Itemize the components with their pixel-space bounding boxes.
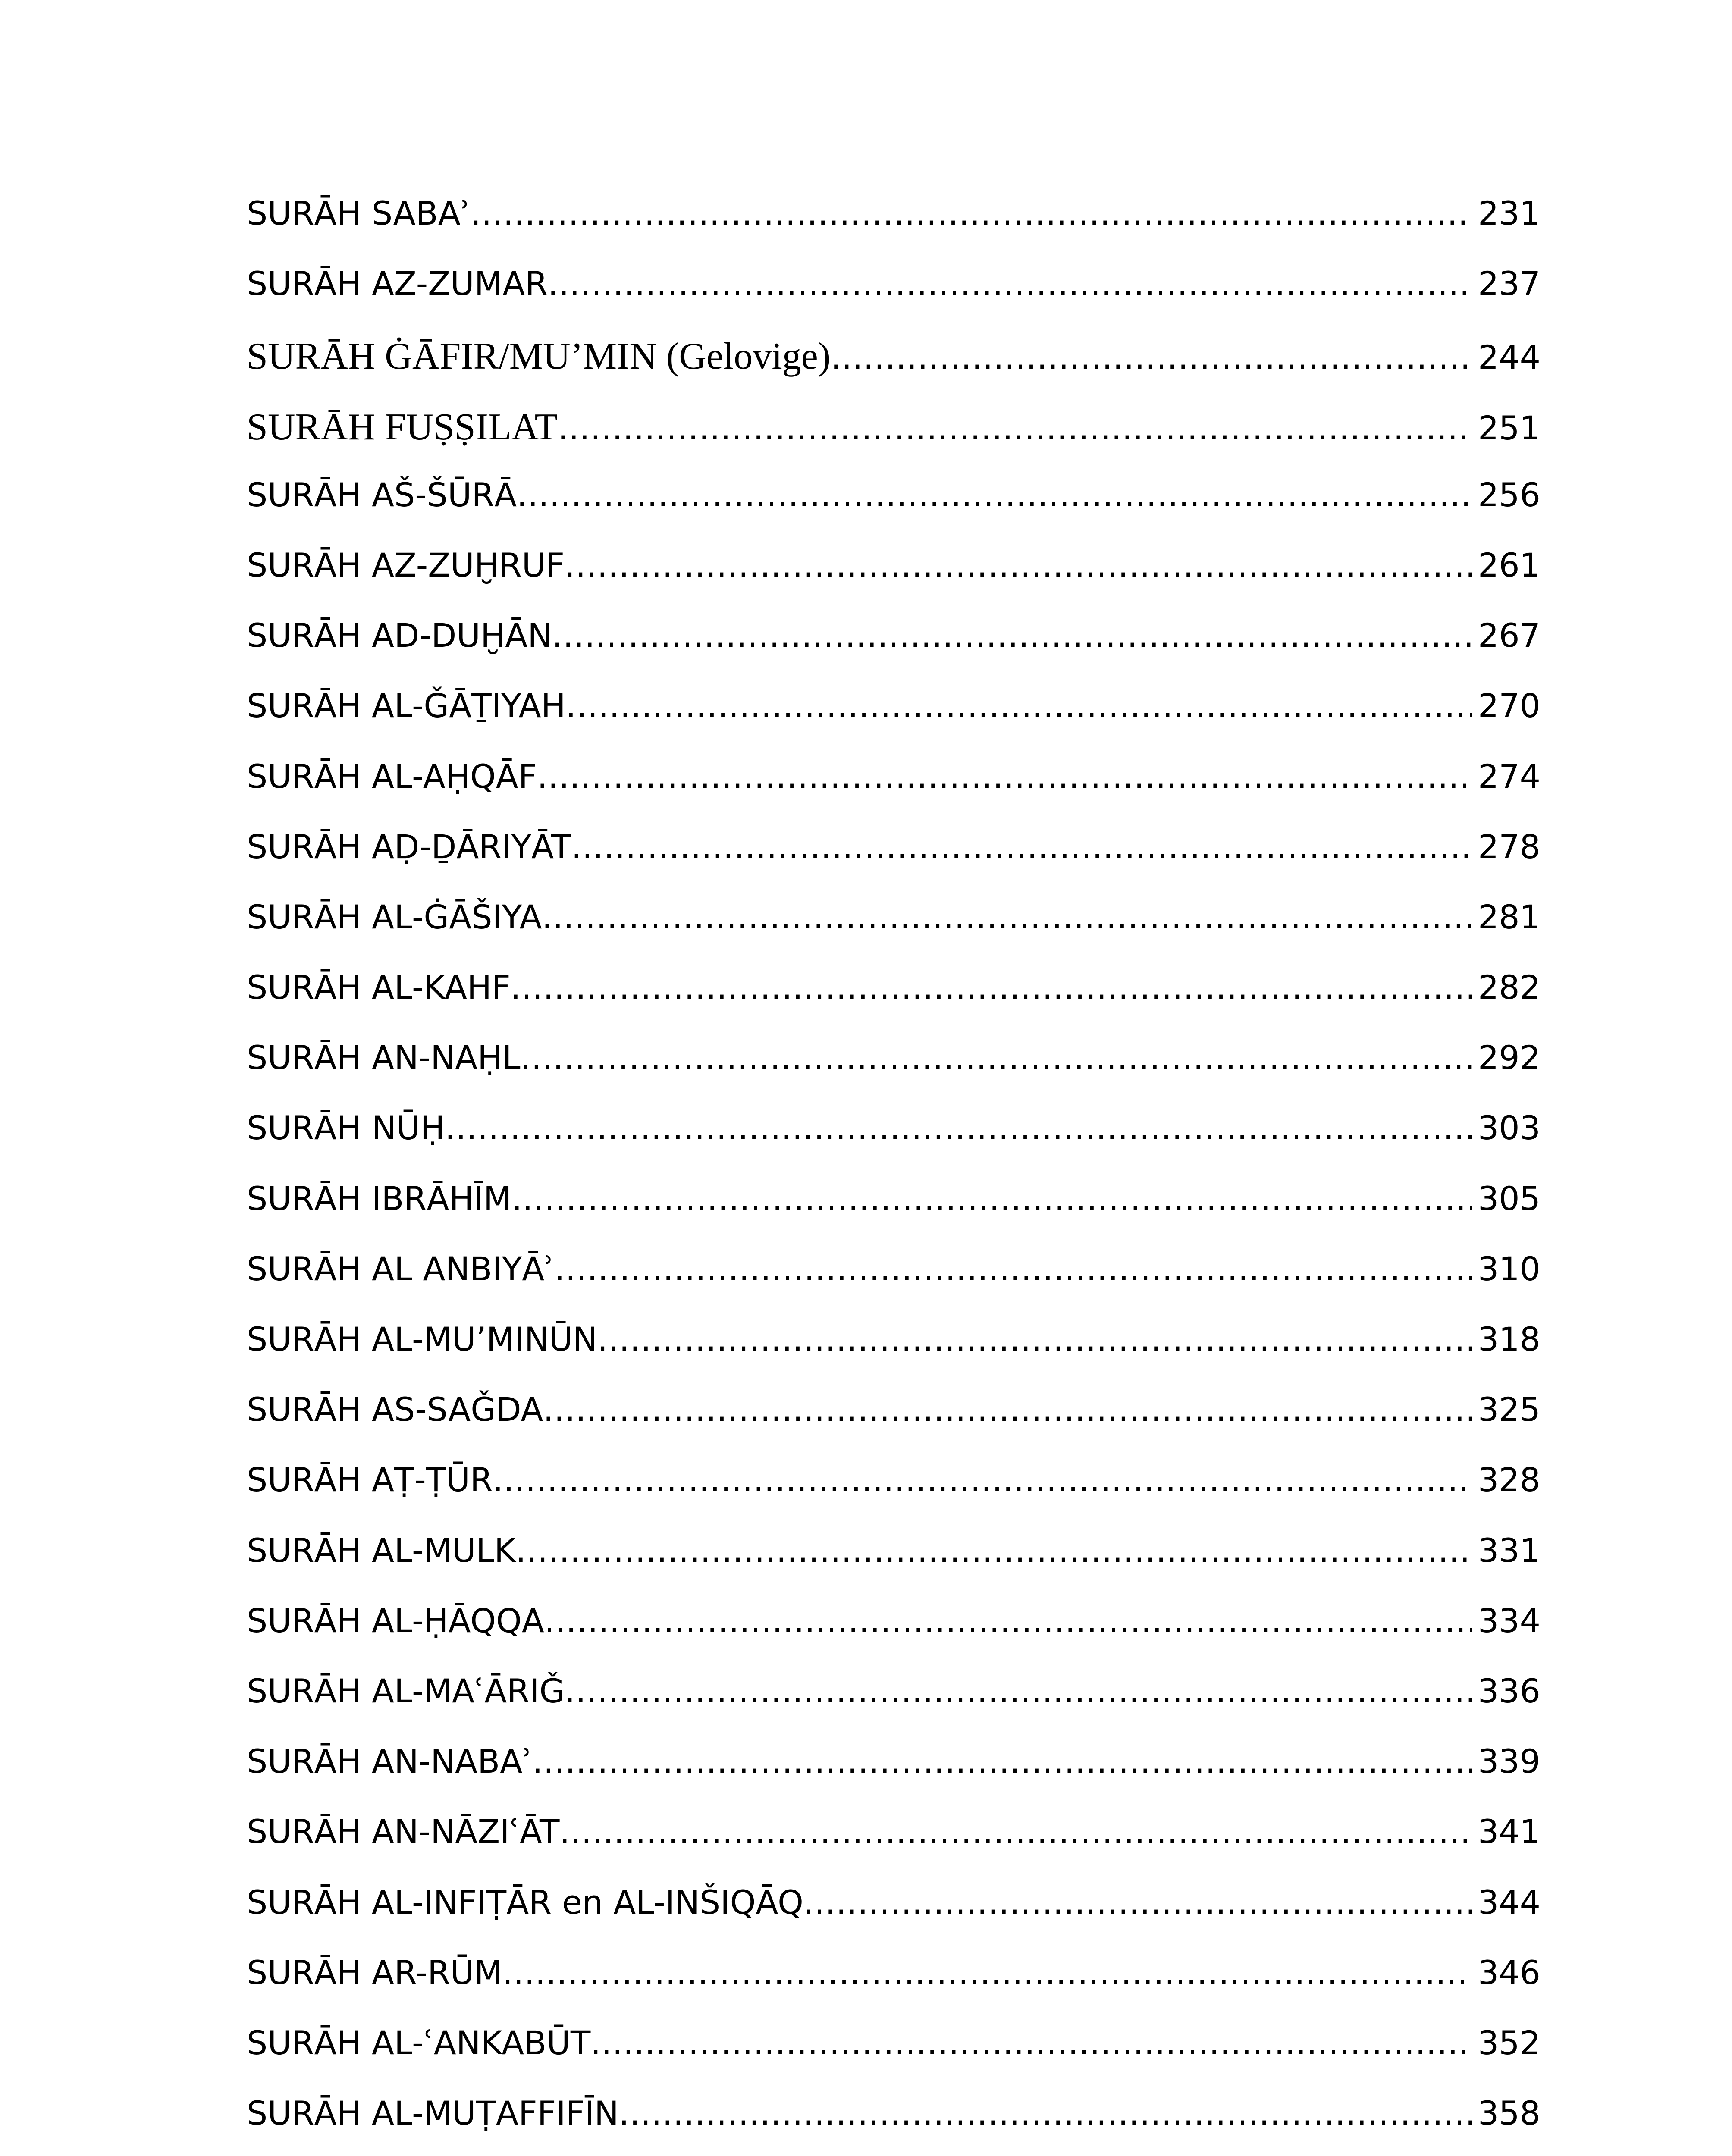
- dot-leader: [471, 194, 1472, 232]
- toc-entry[interactable]: [247, 1109, 1541, 1179]
- toc-entry-title: SURĀH AL ANBIYĀʾ: [247, 1249, 555, 1288]
- toc-entry[interactable]: [247, 1812, 1541, 1883]
- toc-entry-title: SURĀH AL-MUṬAFFIFĪN: [247, 2094, 619, 2133]
- toc-entry[interactable]: [247, 1179, 1541, 1250]
- dot-leader: [445, 1109, 1472, 1147]
- dot-leader: [516, 1531, 1472, 1570]
- toc-entry-title: SURĀH AS-SAǦDA: [247, 1390, 543, 1429]
- toc-entry-page: 358: [1478, 2094, 1541, 2133]
- toc-entry-page: 274: [1478, 757, 1541, 796]
- dot-leader: [555, 1250, 1472, 1288]
- toc-entry[interactable]: [247, 1672, 1541, 1742]
- toc-entry-page: 331: [1478, 1531, 1541, 1570]
- dot-leader: [565, 1672, 1472, 1710]
- toc-entry-page: 281: [1478, 897, 1541, 936]
- toc-entry[interactable]: [247, 405, 1541, 476]
- toc-entry[interactable]: [247, 1038, 1541, 1109]
- toc-entry-title: SURĀH AL-INFIṬĀR en AL-INŠIQĀQ: [247, 1883, 803, 1921]
- toc-entry-page: 325: [1478, 1390, 1541, 1429]
- dot-leader: [544, 1601, 1472, 1640]
- toc-entry-title: SURĀH AN-NABAʾ: [247, 1742, 533, 1781]
- toc-entry[interactable]: [247, 1320, 1541, 1390]
- toc-entry-page: 336: [1478, 1671, 1541, 1710]
- toc-entry[interactable]: [247, 264, 1541, 335]
- toc-entry-title: SURĀH AL-MAʿĀRIǦ: [247, 1671, 565, 1710]
- toc-entry[interactable]: [247, 968, 1541, 1038]
- toc-entry-page: 328: [1478, 1460, 1541, 1499]
- toc-entry[interactable]: [247, 616, 1541, 686]
- dot-leader: [590, 2024, 1472, 2062]
- dot-leader: [542, 898, 1472, 936]
- toc-entry[interactable]: [247, 1531, 1541, 1601]
- toc-entry-page: 339: [1478, 1742, 1541, 1781]
- dot-leader: [548, 264, 1472, 303]
- toc-entry-title: SURĀH AR-RŪM: [247, 1953, 503, 1992]
- toc-entry-page: 261: [1478, 545, 1541, 584]
- toc-entry-page: 292: [1478, 1038, 1541, 1077]
- toc-entry-title: SURĀH AL-MU’MINŪN: [247, 1320, 598, 1358]
- dot-leader: [511, 1179, 1472, 1218]
- toc-entry[interactable]: [247, 1390, 1541, 1460]
- toc-entry-page: 352: [1478, 2023, 1541, 2062]
- toc-entry[interactable]: [247, 1883, 1541, 1953]
- toc-entry[interactable]: [247, 2024, 1541, 2094]
- toc-entry[interactable]: [247, 2094, 1541, 2156]
- toc-entry-page: 344: [1478, 1883, 1541, 1921]
- toc-entry-title: SURĀH AL-ʿANKABŪT: [247, 2023, 591, 2062]
- toc-entry-title: SURĀH SABAʾ: [247, 194, 471, 232]
- toc-entry[interactable]: [247, 335, 1541, 405]
- toc-entry-title: SURĀH AṬ-ṬŪR: [247, 1460, 493, 1499]
- toc-entry[interactable]: [247, 1742, 1541, 1812]
- toc-entry-page: 305: [1478, 1179, 1541, 1218]
- toc-entry-title: SURĀH AL-ǦĀṮIYAH: [247, 686, 566, 725]
- toc-entry-title: SURĀH AD-DUḪĀN: [247, 616, 552, 655]
- toc-entry-title: SURĀH AZ-ZUMAR: [247, 264, 548, 303]
- toc-entry-page: 310: [1478, 1249, 1541, 1288]
- toc-entry-page: 346: [1478, 1953, 1541, 1992]
- dot-leader: [552, 616, 1472, 655]
- toc-entry[interactable]: [247, 757, 1541, 827]
- toc-entry-title: SURĀH AZ-ZUḪRUF: [247, 545, 565, 584]
- dot-leader: [597, 1320, 1472, 1358]
- toc-entry-page: 237: [1478, 264, 1541, 303]
- dot-leader: [493, 1460, 1472, 1499]
- toc-entry-page: 267: [1478, 616, 1541, 655]
- dot-leader: [511, 968, 1472, 1006]
- dot-leader: [831, 338, 1472, 376]
- dot-leader: [803, 1883, 1472, 1921]
- dot-leader: [521, 1038, 1472, 1077]
- toc-entry[interactable]: [247, 827, 1541, 898]
- toc-entry-title: SURĀH AŠ-ŠŪRĀ: [247, 475, 517, 514]
- toc-entry-title: SURĀH AL-ĠĀŠIYA: [247, 897, 542, 936]
- dot-leader: [533, 1742, 1472, 1780]
- toc-entry[interactable]: [247, 1460, 1541, 1531]
- toc-entry-title: SURĀH AN-NAḤL: [247, 1038, 521, 1077]
- toc-entry-page: 278: [1478, 827, 1541, 866]
- toc-entry-title: SURĀH IBRĀHĪM: [247, 1179, 512, 1218]
- toc-entry-page: 282: [1478, 968, 1541, 1007]
- toc-entry-title: SURĀH NŪḤ: [247, 1109, 445, 1147]
- dot-leader: [619, 2094, 1472, 2132]
- dot-leader: [517, 476, 1472, 514]
- toc-entry-title: SURĀH AL-MULK: [247, 1531, 516, 1570]
- toc-entry[interactable]: [247, 898, 1541, 968]
- toc-entry-page: 244: [1478, 338, 1541, 377]
- toc-entry-title: SURĀH AḌ-ḎĀRIYĀT: [247, 827, 571, 866]
- toc-entry-title: SURĀH AL-ḤĀQQA: [247, 1601, 544, 1640]
- toc-entry-page: 256: [1478, 475, 1541, 514]
- dot-leader: [571, 827, 1472, 866]
- dot-leader: [502, 1953, 1472, 1992]
- dot-leader: [559, 1812, 1472, 1851]
- toc-entry-title: SURĀH FUṢṢILAT: [247, 406, 558, 448]
- toc-entry[interactable]: [247, 1250, 1541, 1320]
- toc-entry-title: SURĀH AL-AḤQĀF: [247, 757, 537, 796]
- dot-leader: [543, 1390, 1472, 1429]
- dot-leader: [558, 409, 1472, 447]
- toc-entry[interactable]: [247, 1601, 1541, 1672]
- toc-entry-page: 318: [1478, 1320, 1541, 1358]
- table-of-contents: [247, 194, 1541, 2156]
- toc-entry-page: 270: [1478, 686, 1541, 725]
- toc-entry-title: SURĀH AL-KAHF: [247, 968, 511, 1007]
- toc-entry-title: SURĀH AN-NĀZIʿĀT: [247, 1812, 560, 1851]
- dot-leader: [565, 546, 1472, 584]
- toc-entry-title: SURĀH ĠĀFIR/MU’MIN (Gelovige): [247, 335, 831, 378]
- toc-entry-page: 251: [1478, 408, 1541, 447]
- toc-entry-page: 231: [1478, 194, 1541, 232]
- toc-entry-page: 334: [1478, 1601, 1541, 1640]
- toc-entry[interactable]: [247, 476, 1541, 546]
- toc-entry[interactable]: [247, 1953, 1541, 2024]
- toc-entry[interactable]: [247, 546, 1541, 616]
- toc-entry-page: 303: [1478, 1109, 1541, 1147]
- dot-leader: [537, 757, 1472, 796]
- dot-leader: [566, 686, 1472, 725]
- toc-entry[interactable]: [247, 686, 1541, 757]
- toc-entry[interactable]: [247, 194, 1541, 264]
- toc-entry-page: 341: [1478, 1812, 1541, 1851]
